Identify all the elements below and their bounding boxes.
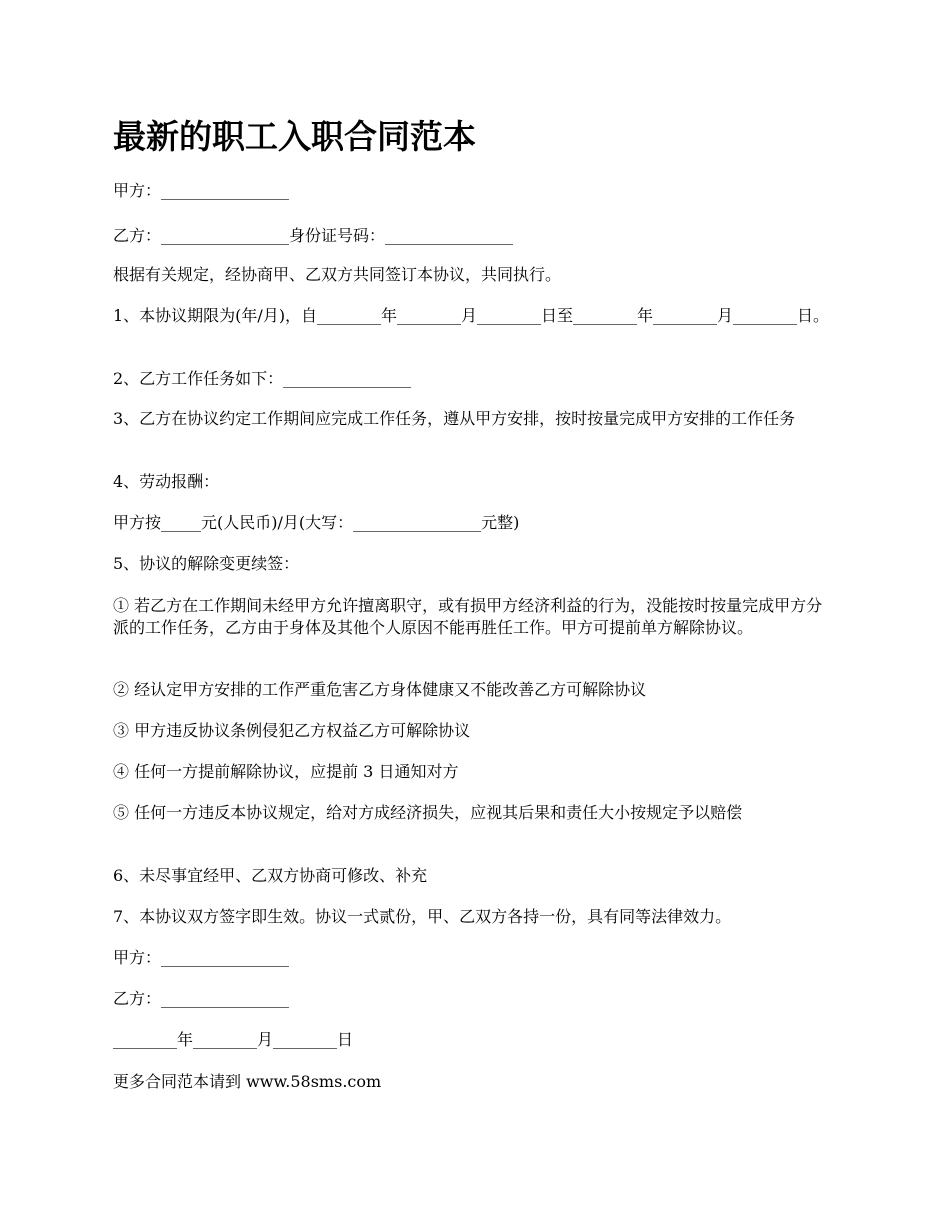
clause-5-item-1: ① 若乙方在工作期间未经甲方允许擅离职守，或有损甲方经济利益的行为，没能按时按量完成甲方分派的工作任务，乙方由于身体及其他个人原因不能再胜任工作。甲方可提前单方解除协议。 <box>113 596 823 637</box>
clause-1: 1、本协议期限为(年/月)，自________年________月________日至________年________月________日。 <box>113 306 830 325</box>
signature-date: ________年________月________日 <box>113 1030 354 1049</box>
clause-5-item-3: ③ 甲方违反协议条例侵犯乙方权益乙方可解除协议 <box>113 721 471 740</box>
intro-paragraph: 根据有关规定，经协商甲、乙双方共同签订本协议，共同执行。 <box>113 265 562 284</box>
document-title: 最新的职工入职合同范本 <box>113 117 476 156</box>
clause-4-pay: 甲方按_____元(人民币)/月(大写：________________元整) <box>113 513 520 532</box>
signature-party-b: 乙方：________________ <box>113 989 290 1008</box>
clause-5: 5、协议的解除变更续签： <box>113 554 300 573</box>
party-a-line: 甲方：________________ <box>113 181 290 200</box>
clause-4: 4、劳动报酬： <box>113 472 220 491</box>
clause-5-item-2: ② 经认定甲方安排的工作严重危害乙方身体健康又不能改善乙方可解除协议 <box>113 680 647 699</box>
footer-link-text: 更多合同范本请到 www.58sms.com <box>113 1072 382 1091</box>
clause-5-item-4: ④ 任何一方提前解除协议，应提前 3 日通知对方 <box>113 762 459 781</box>
clause-5-item-5: ⑤ 任何一方违反本协议规定，给对方成经济损失，应视其后果和责任大小按规定予以赔偿 <box>113 803 743 822</box>
clause-3: 3、乙方在协议约定工作期间应完成工作任务，遵从甲方安排，按时按量完成甲方安排的工作任务 <box>113 409 796 428</box>
signature-party-a: 甲方：________________ <box>113 948 290 967</box>
party-b-line: 乙方：________________身份证号码：________________ <box>113 226 514 245</box>
clause-2: 2、乙方工作任务如下：________________ <box>113 369 412 388</box>
clause-7: 7、本协议双方签字即生效。协议一式贰份，甲、乙双方各持一份，具有同等法律效力。 <box>113 907 732 926</box>
clause-6: 6、未尽事宜经甲、乙双方协商可修改、补充 <box>113 866 428 885</box>
